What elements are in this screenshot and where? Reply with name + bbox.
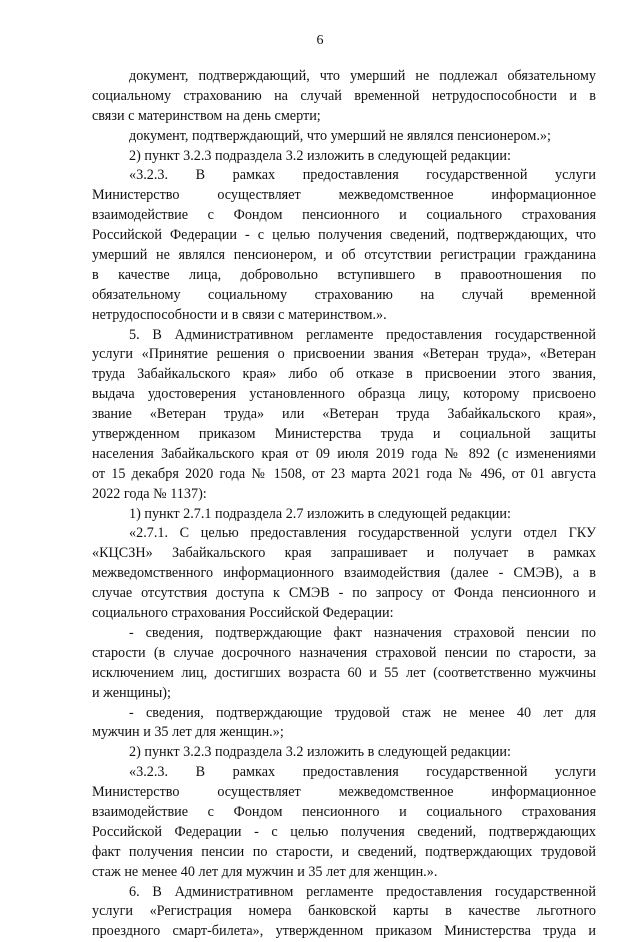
text-line: стаж не менее 40 лет для мужчин и 35 лет для женщин.». — [92, 863, 438, 880]
text-line: - сведения, подтверждающие трудовой стаж не менее 40 лет для — [129, 704, 596, 721]
text-line: взаимодействие с Фондом пенсионного и социального страхования — [92, 207, 596, 224]
text-line: умерший не являлся пенсионером, и об отсутствии регистрации гражданина — [92, 247, 596, 264]
text-line: Министерство осуществляет межведомственное информационное — [92, 784, 596, 801]
text-line: факт получения пенсии по старости, и сведений, подтверждающих трудовой — [92, 843, 596, 860]
text-line: труда Забайкальского края» либо об отказе в присвоении этого звания, — [92, 366, 596, 383]
page-number: 6 — [316, 33, 324, 48]
text-line: социальному страхованию на случай временной нетрудоспособности и в — [92, 87, 596, 104]
text-line: населения Забайкальского края от 09 июля 2019 года № 892 (с изменениями — [92, 445, 596, 462]
text-line: случае отсутствия доступа к СМЭВ - по запросу от Фонда пенсионного и — [92, 585, 596, 602]
text-line: исключением лиц, достигших возраста 60 и 55 лет (соответственно мужчины — [92, 664, 596, 681]
text-line: 1) пункт 2.7.1 подраздела 2.7 изложить в следующей редакции: — [129, 505, 511, 522]
text-line: старости (в случае досрочного назначения страховой пенсии по старости, за — [92, 644, 596, 661]
text-line: услуги «Регистрация номера банковской карты в качестве льготного — [92, 903, 596, 920]
text-line: «2.7.1. С целью предоставления государственной услуги отдел ГКУ — [129, 525, 596, 542]
text-line: документ, подтверждающий, что умерший не являлся пенсионером.»; — [129, 127, 551, 144]
text-line: «3.2.3. В рамках предоставления государственной услуги — [129, 764, 596, 781]
text-line: 2) пункт 3.2.3 подраздела 3.2 изложить в следующей редакции: — [129, 744, 511, 761]
text-line: обязательному социальному страхованию на случай временной — [92, 286, 596, 303]
text-line: нетрудоспособности и в связи с материнством.». — [92, 306, 387, 323]
text-line: межведомственного информационного взаимодействия (далее - СМЭВ), а в — [92, 565, 596, 582]
text-line: проездного смарт-билета», утвержденном приказом Министерства труда и — [92, 923, 596, 940]
text-line: социального страхования Российской Федерации: — [92, 605, 394, 622]
text-line: утвержденном приказом Министерства труда и социальной защиты — [92, 426, 596, 443]
text-line: - сведения, подтверждающие факт назначения страховой пенсии по — [129, 624, 596, 641]
text-line: Министерство осуществляет межведомственное информационное — [92, 187, 596, 204]
text-line: «КЦСЗН» Забайкальского края запрашивает и получает в рамках — [92, 545, 596, 562]
text-line: выдача удостоверения установленного образца лицу, которому присвоено — [92, 386, 596, 403]
text-line: от 15 декабря 2020 года № 1508, от 23 марта 2021 года № 496, от 01 августа — [92, 465, 596, 482]
text-line: услуги «Принятие решения о присвоении звания «Ветеран труда», «Ветеран — [92, 346, 596, 363]
text-line: Российской Федерации - с целью получения сведений, подтверждающих, что — [92, 227, 596, 244]
text-line: 2022 года № 1137): — [92, 485, 207, 502]
text-line: взаимодействие с Фондом пенсионного и социального страхования — [92, 803, 596, 820]
document-body — [92, 67, 596, 942]
text-line: 2) пункт 3.2.3 подраздела 3.2 изложить в следующей редакции: — [129, 147, 511, 164]
text-line: Российской Федерации - с целью получения сведений, подтверждающих — [92, 823, 596, 840]
text-line: в качестве лица, добровольно вступившего в правоотношения по — [92, 266, 596, 283]
text-line: мужчин и 35 лет для женщин.»; — [92, 724, 284, 741]
text-line: 5. В Административном регламенте предоставления государственной — [129, 326, 596, 343]
text-line: звание «Ветеран труда» или «Ветеран труда Забайкальского края», — [92, 406, 596, 423]
text-line: «3.2.3. В рамках предоставления государственной услуги — [129, 167, 596, 184]
text-line: 6. В Административном регламенте предоставления государственной — [129, 883, 596, 900]
text-line: документ, подтверждающий, что умерший не подлежал обязательному — [129, 68, 596, 84]
text-line: связи с материнством на день смерти; — [92, 107, 321, 124]
text-line: и женщины); — [92, 684, 171, 701]
